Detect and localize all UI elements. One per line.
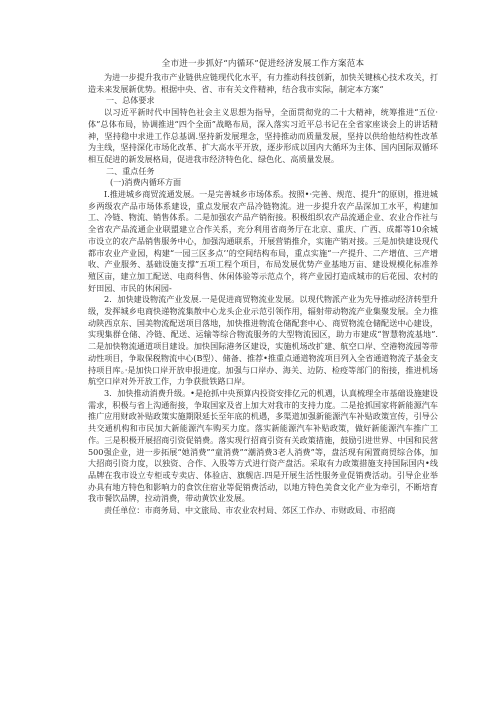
section-heading-general-requirements: 一、总体要求: [106, 95, 155, 106]
task-item-2: 2．加快建设物流产业发展.一是促进商贸物流业发展。以现代物派产业为先导推动经济转型升级，发挥城乡电商快递物流集散中心龙头企业示范引领作用，辐射带动物流产业集聚发展。全力推动陕西京东、国美物流配送项目落地，加快推进物流仓储配套中心、商贸物流仓储配送中心建设，实现集群仓储、冷链、配送、运输等综合物流服务的大型物流园区，助力市建成“智慧物流基地”.二是加快物流通道项目建设。加快国际港务区建设，实施机场改扩建、航空口岸、空港物流园等带动性项目，争取保税物流中心(B型）、储备、推荐•推重点通道物流项目列入全省通道物流子基金支持项目库。·是加快口岸开放申报进度。加强与口岸办、海关、边防、检疫等部门的衔接，推进机场航空口岸对外开放工作，力争获批铁路口岸。: [88, 294, 438, 387]
task-item-3: 3．加快推动消费升级。•是抢抓中央预算内投资安排亿元的机遇，认真梳理全市基础设施建设需求，积极与省上沟通衔接，争取国家及省上加大对我市的支持力度。二是抢抓国家将新能源汽车推广应用财政补贴政策实施期限延长至年底的机遇，多渠道加强新能源汽车补贴政策宣传，引导公共交通机构和市民加大新能源汽车购买力度。落实新能源汽车补贴政策，做好新能源汽车推广工作。三是积极开展招商引资促销费。落实现行招商引资有关政策措施，鼓励引进世界、中国和民营500强企业，进一步拓展“她消费”“童消费”“潮消费3老人消费”等，盘活现有闲置商贸综合体，加大招商引资力度，以独资、合作、入股等方式进行资产盘活。采取有力政策措施支持国际国内•线品牌在我市设立专柜或专卖店、体验店、旗舰店.四是开展生活性服务业促销费活动。引导企业举办具有地方特色和影响力的食饮住宿业等促销费活动，以地方特色美食文化产业为牵引，不断培育我市餐饮品牌，拉动消费，带动黄饮业发展。: [88, 387, 438, 504]
document-title: 全市进一步抓好“内循环”促进经济发展工作方案范本: [161, 59, 365, 69]
task-item-1: I.推进城乡商贸流通发展。一是完善城乡市场体系。按照•·完善、规范、提升”的原则，推进城乡两级农产品市场体系建设，重点发展农产品冷链物流。进一步提升农产品深加工水平，构建加工、冷链、物流、销售体系。二是加强农产品产销衔接。积极组织农产品流通企业、农业合作社与全省农产品流通企业联盟建立合作关系，充分利用省商务厅在北京、重庆、广西、成都等10余城市设立的农产品销售服务中心，加强沟通联系，开展营销推介，实施产销对接。三是加快建设现代都市农业产业园，构建“一园三区多点’’的空间结构布局，重点实施“一产提升、二产增值、三产增收、产业服务、基础设施支撑”五项工程个项目，布局发展优势产业基地万亩、建设规模化标准养殖区亩，建立加工配送、电商科售、休闲体验等示范点个，将产业园打造成城市的后花园、农村的好田园、市民的休闲园-: [88, 189, 438, 293]
section-heading-key-tasks: 二、重点任务: [106, 165, 155, 176]
intro-paragraph: 为进一步提升我市产业链供应链现代化水平，有力推动科技创新，加快关键核心技术攻关，打造未来发展新优势。根据中央、省、市有关文件精神，结合我市实际，制定本方案“: [88, 72, 438, 94]
responsible-units-line: 责任单位：市商务局、中文旅局、市农业农村局、郊区工作办、市财政局、市招商: [104, 505, 396, 516]
subsection-heading-consumption: (一)消费内循环方面: [110, 177, 182, 188]
general-requirements-paragraph: 以习近平新时代中国特色社会主义思想为指导，全面贯彻党的二十大精神，统筹推进“五位·体”总体布局，协调推进“四个全面”战略布局，深入落实习近平总书记在全省家座谈会上的讲话精神，坚持稳中求进工作总基调.坚持新发展理念，坚持推动而质量发展，坚持以供给他结构性改革为主线，坚持深化市场化改革、扩大高水平开放，逐步形成以国内大循环为主体、国内国际双循环相互促进的新发展格局，促进我市经济特色化、绿色化、高质量发展。: [88, 107, 438, 164]
